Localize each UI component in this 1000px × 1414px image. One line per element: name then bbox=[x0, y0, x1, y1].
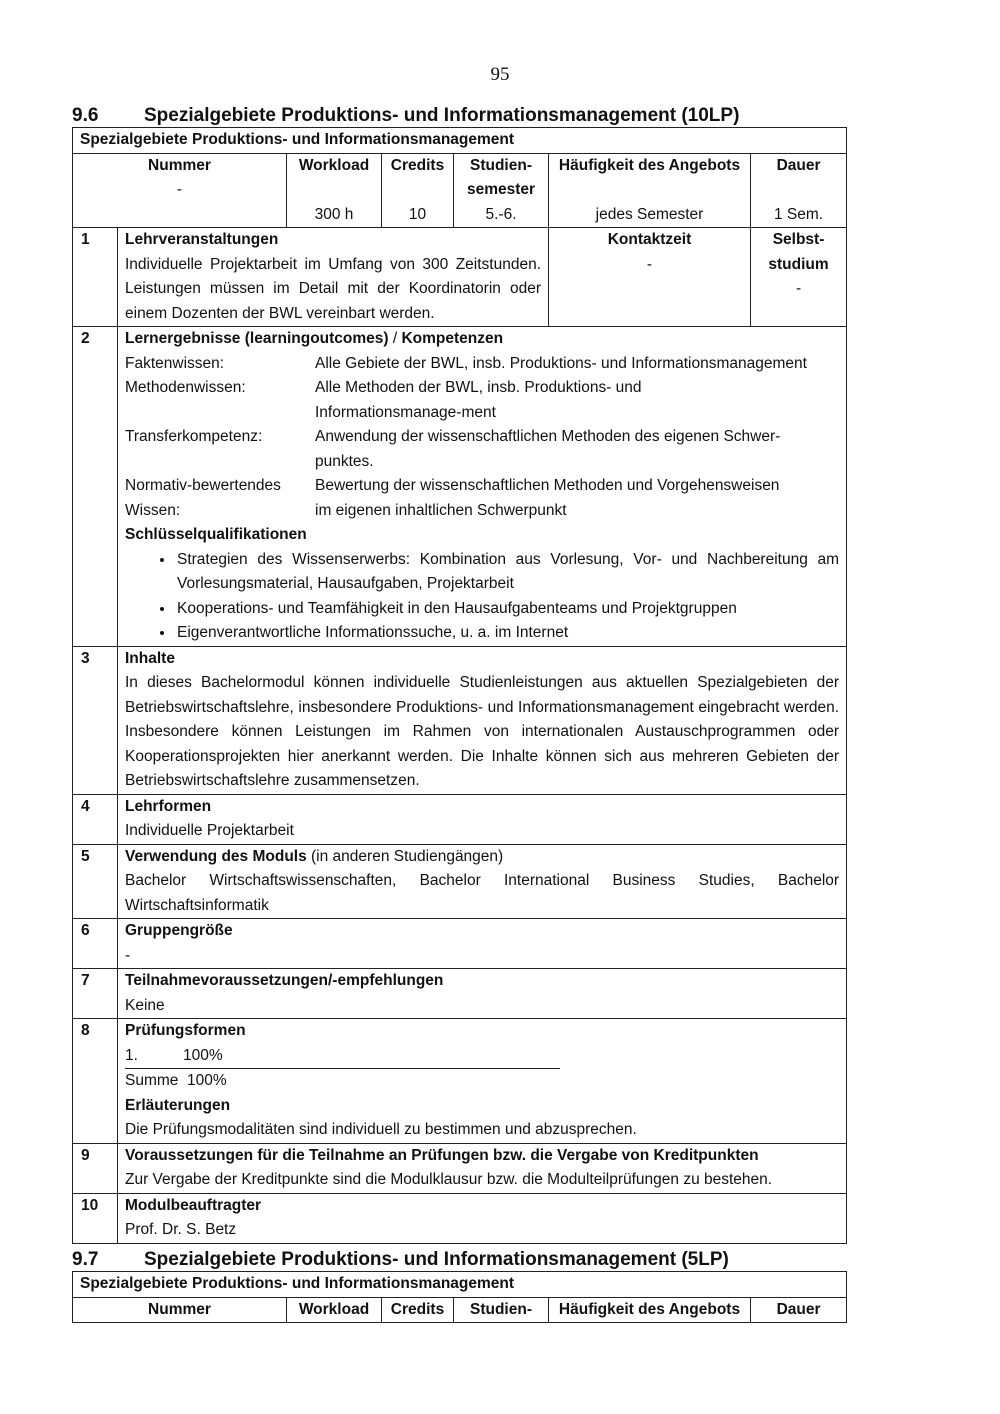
row-text: Individuelle Projektarbeit bbox=[125, 822, 294, 839]
row-number: 4 bbox=[73, 794, 118, 844]
list-item: • Strategien des Wissenserwerbs: Kombination aus Vorlesung, Vor- und Nachbereitung am Vorlesungsmaterial, Hausaufgaben, Projektarbeit bbox=[175, 548, 839, 597]
header-duration: Dauer bbox=[751, 1297, 847, 1323]
exam-sum: Summe 100% bbox=[125, 1072, 227, 1089]
row-title bbox=[125, 845, 839, 870]
competence-item bbox=[125, 425, 839, 474]
module-name: Spezialgebiete Produktions- und Informationsmanagement bbox=[73, 128, 847, 154]
competence-key: Faktenwissen: bbox=[125, 354, 225, 372]
header-nummer bbox=[73, 153, 287, 203]
exam-percent: 100% bbox=[183, 1046, 223, 1064]
row-title: Modulbeauftragter bbox=[125, 1196, 262, 1214]
self-study-value: - bbox=[795, 280, 802, 297]
module-header-row bbox=[73, 1297, 847, 1323]
contact-time-label: Kontaktzeit bbox=[607, 231, 692, 248]
row-text: Zur Vergabe der Kreditpunkte sind die Modulklausur bzw. die Modulteilprüfungen zu bestehen. bbox=[125, 1171, 773, 1188]
header-semester bbox=[454, 153, 549, 203]
modulbeauftragter-cell bbox=[118, 1193, 847, 1243]
explanations-text: Die Prüfungsmodalitäten sind individuell zu bestimmen und abzusprechen. bbox=[125, 1121, 637, 1138]
section-title: Spezialgebiete Produktions- und Informationsmanagement (5LP) bbox=[144, 1249, 729, 1270]
pruefungsformen-cell bbox=[118, 1019, 847, 1144]
section-heading-9-6 bbox=[72, 105, 739, 127]
row-lehrveranstaltungen bbox=[73, 228, 847, 327]
self-study-label-2: studium bbox=[768, 255, 829, 273]
row-voraussetzungen-kreditpunkte bbox=[73, 1143, 847, 1193]
row-text: - bbox=[125, 946, 131, 964]
header-credits: Credits bbox=[382, 1297, 454, 1323]
section-title: Spezialgebiete Produktions- und Informationsmanagement (10LP) bbox=[144, 105, 740, 126]
row-lernergebnisse bbox=[73, 327, 847, 647]
header-workload: Workload bbox=[287, 153, 382, 203]
header-nummer-label: Nummer bbox=[148, 156, 211, 174]
module-name: Spezialgebiete Produktions- und Informationsmanagement bbox=[73, 1272, 847, 1298]
value-semester: 5.-6. bbox=[454, 203, 549, 228]
module-name-row bbox=[73, 1272, 847, 1298]
row-title-rest: (in anderen Studiengängen) bbox=[306, 847, 504, 865]
section-number: 9.6 bbox=[72, 105, 99, 126]
list-item: • Kooperations- und Teamfähigkeit in den Hausaufgabenteams und Projektgruppen bbox=[175, 597, 839, 622]
header-frequency: Häufigkeit des Angebots bbox=[549, 153, 751, 203]
section-heading-9-7 bbox=[72, 1249, 729, 1271]
row-title-bold-2: Kompetenzen bbox=[401, 330, 504, 347]
row-title: Inhalte bbox=[125, 649, 175, 667]
gruppengroesse-cell bbox=[118, 919, 847, 969]
header-semester: Studien- bbox=[454, 1297, 549, 1323]
exam-number: 1. bbox=[125, 1046, 138, 1064]
row-number: 1 bbox=[73, 228, 118, 327]
row-modulbeauftragter bbox=[73, 1193, 847, 1243]
module-header-row bbox=[73, 153, 847, 203]
explanations-title: Erläuterungen bbox=[125, 1096, 231, 1114]
header-frequency: Häufigkeit des Angebots bbox=[549, 1297, 751, 1323]
row-title: Lehrveranstaltungen bbox=[125, 231, 279, 248]
list-item: • Eigenverantwortliche Informationssuche, u. a. im Internet bbox=[175, 621, 839, 646]
row-number: 2 bbox=[73, 327, 118, 647]
module-table-9-6 bbox=[72, 127, 847, 1244]
row-title: Teilnahmevoraussetzungen/-empfehlungen bbox=[125, 972, 444, 989]
page-number: 95 bbox=[490, 64, 510, 85]
value-nummer-cell bbox=[73, 203, 287, 228]
contact-time-value: - bbox=[646, 255, 653, 273]
self-study-label-1: Selbst- bbox=[772, 231, 825, 248]
row-number: 8 bbox=[73, 1019, 118, 1144]
competence-value: Alle Methoden der BWL, insb. Produktions- und Informationsmanage-ment bbox=[315, 379, 642, 421]
key-qualifications-title: Schlüsselqualifikationen bbox=[125, 526, 307, 543]
module-table-9-7 bbox=[72, 1271, 847, 1323]
lernergebnisse-cell bbox=[118, 327, 847, 647]
key-qualifications-list bbox=[125, 548, 839, 646]
competence-value: Anwendung der wissenschaftlichen Methoden des eigenen Schwer-punktes. bbox=[315, 428, 781, 470]
header-semester-2: semester bbox=[466, 181, 536, 198]
competence-key: Normativ-bewertendes Wissen: bbox=[125, 477, 281, 519]
lehrformen-cell bbox=[118, 794, 847, 844]
row-text: Bachelor Wirtschaftswissenschaften, Bachelor International Business Studies, Bachelor Wirtschaftsinformatik bbox=[125, 872, 840, 914]
competence-key: Methodenwissen: bbox=[125, 379, 246, 396]
row-number: 9 bbox=[73, 1143, 118, 1193]
row-text: Keine bbox=[125, 996, 165, 1014]
row-number: 3 bbox=[73, 646, 118, 794]
teilnahme-cell bbox=[118, 969, 847, 1019]
row-number: 7 bbox=[73, 969, 118, 1019]
value-credits: 10 bbox=[382, 203, 454, 228]
exam-line bbox=[125, 1044, 560, 1070]
row-title bbox=[125, 327, 839, 352]
value-workload: 300 h bbox=[287, 203, 382, 228]
row-verwendung bbox=[73, 844, 847, 919]
row-title-bold: Lernergebnisse (learningoutcomes) bbox=[125, 330, 389, 347]
header-credits: Credits bbox=[382, 153, 454, 203]
competence-item bbox=[125, 474, 839, 523]
module-values-row bbox=[73, 203, 847, 228]
lehrveranstaltungen-cell bbox=[118, 228, 549, 327]
row-title: Gruppengröße bbox=[125, 922, 233, 939]
competence-item bbox=[125, 352, 839, 377]
competence-key: Transferkompetenz: bbox=[125, 428, 263, 445]
row-inhalte bbox=[73, 646, 847, 794]
row-text: Prof. Dr. S. Betz bbox=[125, 1221, 237, 1238]
competence-item bbox=[125, 376, 839, 425]
row-title: Prüfungsformen bbox=[125, 1022, 246, 1039]
contact-time-cell bbox=[549, 228, 751, 327]
module-name-row bbox=[73, 128, 847, 154]
row-text: In dieses Bachelormodul können individuelle Studienleistungen aus aktuellen Spezialgebieten der Betriebswirtschaftslehre, insbesondere Produktions- und Informationsmanagement eingebracht werden. Insbesondere können Leistungen im Rahmen von internationalen Austauschprogrammen oder Kooperationsprojekten hier anerkannt werden. Die Inhalte können sich aus mehreren Gebieten der Betriebswirtschaftslehre zusammensetzen. bbox=[125, 674, 840, 789]
row-title-bold: Verwendung des Moduls bbox=[125, 847, 307, 865]
row-lehrformen bbox=[73, 794, 847, 844]
row-number: 6 bbox=[73, 919, 118, 969]
row-gruppengroesse bbox=[73, 919, 847, 969]
value-nummer: - bbox=[176, 181, 183, 198]
row-text: Individuelle Projektarbeit im Umfang von 300 Zeitstunden. Leistungen müssen im Detail mit der Koordinatorin oder einem Dozenten der BWL vereinbart werden. bbox=[125, 255, 541, 322]
row-number: 10 bbox=[73, 1193, 118, 1243]
row-number: 5 bbox=[73, 844, 118, 919]
header-semester-1: Studien- bbox=[470, 156, 532, 174]
header-workload: Workload bbox=[287, 1297, 382, 1323]
header-duration: Dauer bbox=[751, 153, 847, 203]
row-teilnahmevoraussetzungen bbox=[73, 969, 847, 1019]
row-pruefungsformen bbox=[73, 1019, 847, 1144]
header-nummer: Nummer bbox=[73, 1297, 287, 1323]
inhalte-cell bbox=[118, 646, 847, 794]
row-title: Voraussetzungen für die Teilnahme an Prüfungen bzw. die Vergabe von Kreditpunkten bbox=[125, 1146, 759, 1164]
competence-value: Alle Gebiete der BWL, insb. Produktions- und Informationsmanagement bbox=[315, 354, 807, 372]
row-title: Lehrformen bbox=[125, 797, 212, 815]
row-title-sep: / bbox=[388, 330, 402, 347]
voraussetzungen-cell bbox=[118, 1143, 847, 1193]
value-duration: 1 Sem. bbox=[751, 203, 847, 228]
verwendung-cell bbox=[118, 844, 847, 919]
self-study-cell bbox=[751, 228, 847, 327]
section-number: 9.7 bbox=[72, 1249, 99, 1270]
competence-value: Bewertung der wissenschaftlichen Methoden und Vorgehensweisen im eigenen inhaltlichen Schwerpunkt bbox=[315, 477, 780, 519]
value-frequency: jedes Semester bbox=[549, 203, 751, 228]
